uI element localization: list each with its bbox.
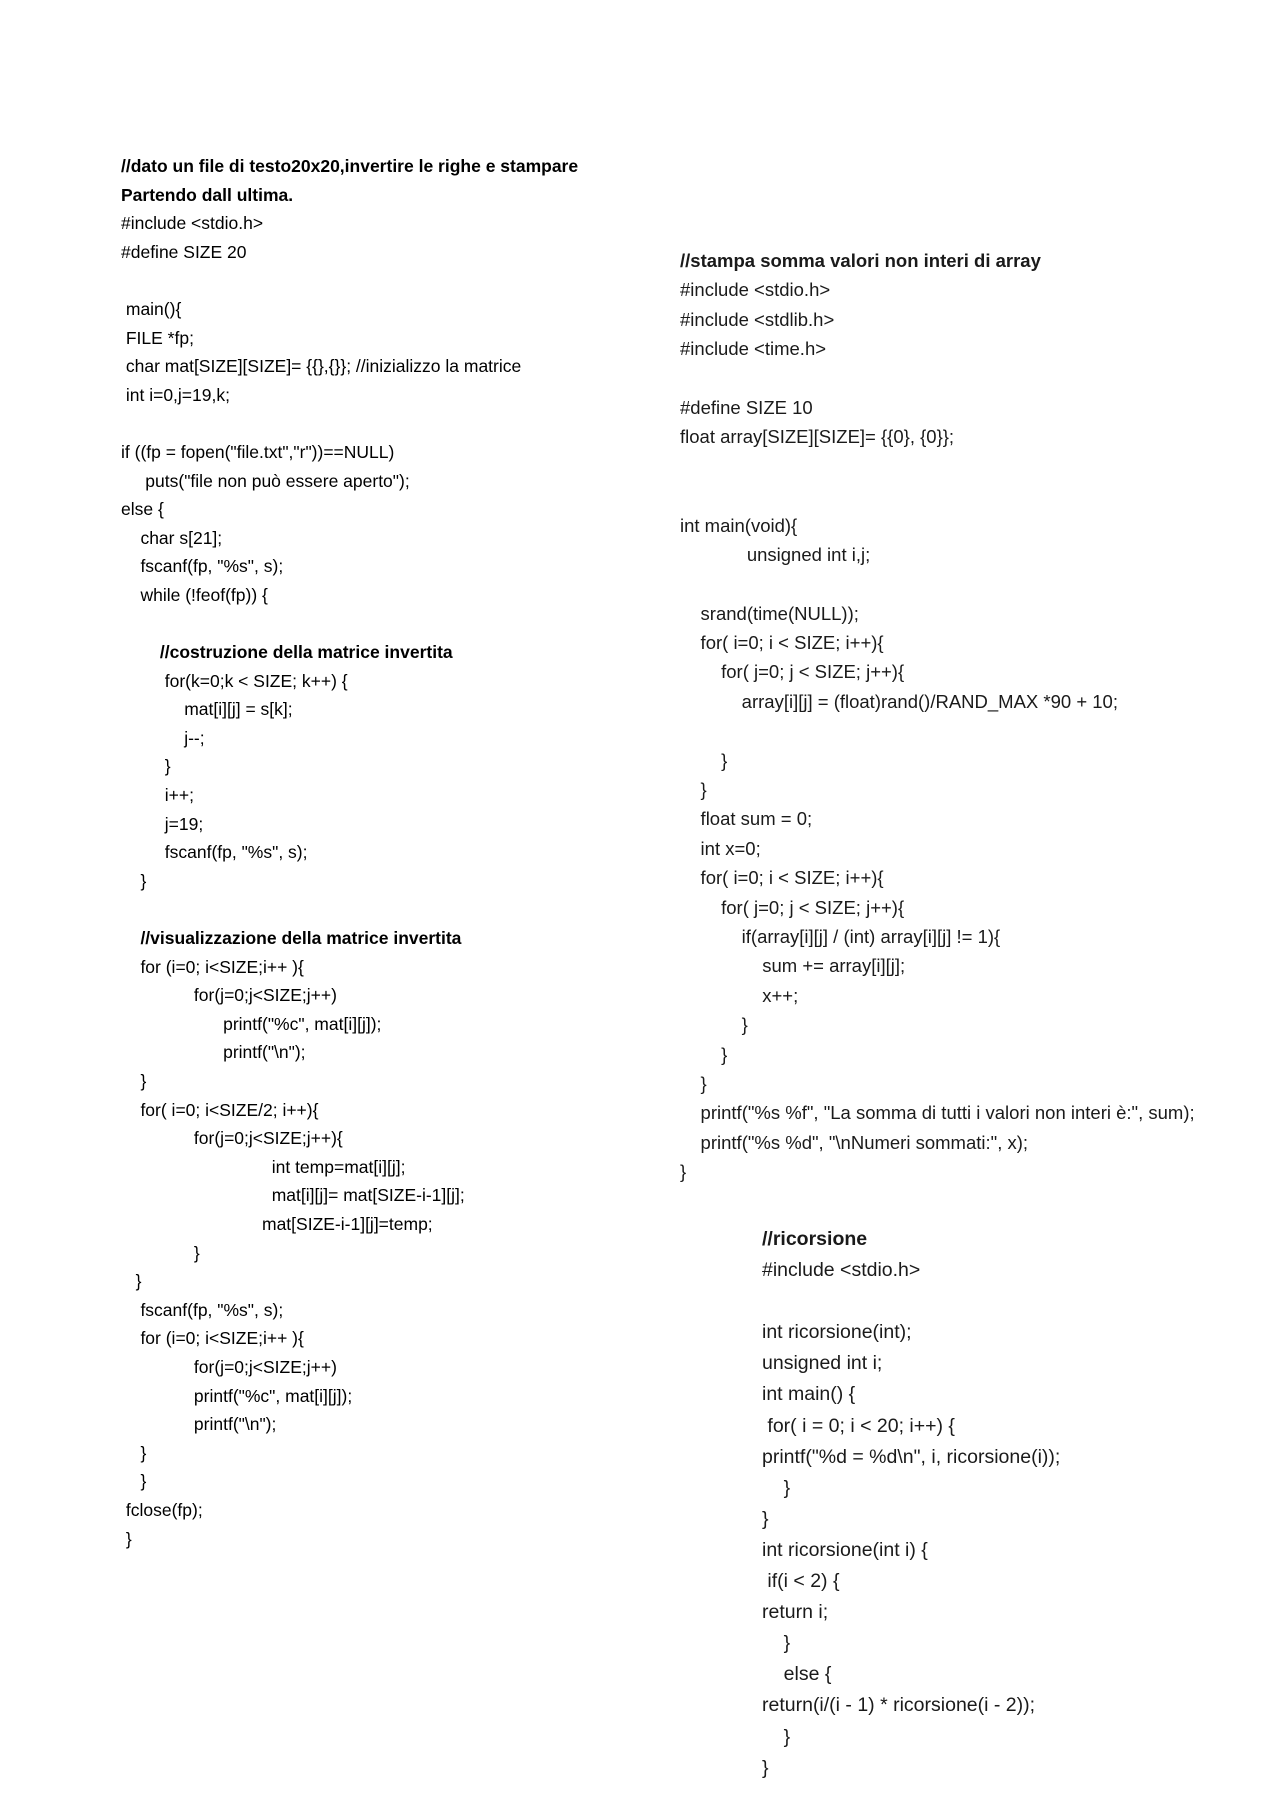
code-line: }	[680, 779, 707, 801]
code-line: srand(time(NULL));	[680, 602, 859, 624]
code-line: }	[121, 756, 171, 777]
code-line: for(j=0;j<SIZE;j++){	[121, 1128, 343, 1149]
code-line: }	[762, 1632, 791, 1655]
code-line: }	[762, 1476, 791, 1499]
code-line-blank	[680, 364, 1280, 393]
code-line: }	[121, 870, 147, 891]
code-line: mat[i][j] = s[k];	[121, 699, 293, 720]
code-line: unsigned int i;	[762, 1352, 883, 1375]
code-line: }	[762, 1756, 769, 1779]
code-line: return(i/(i - 1) * ricorsione(i - 2));	[762, 1694, 1036, 1717]
code-line: #define SIZE 20	[121, 241, 247, 262]
code-line: int i=0,j=19,k;	[121, 384, 230, 405]
code-line: mat[i][j]= mat[SIZE-i-1][j];	[121, 1185, 465, 1206]
code-line: puts("file non può essere aperto");	[121, 470, 410, 491]
code-line: }	[680, 1043, 728, 1065]
code-line: printf("%d = %d\n", i, ricorsione(i));	[762, 1445, 1061, 1468]
code-line: }	[121, 1242, 200, 1263]
code-line-blank	[121, 895, 661, 924]
code-line: for(k=0;k < SIZE; k++) {	[121, 670, 348, 691]
code-line: #define SIZE 10	[680, 396, 813, 418]
code-line-comment: //dato un file di testo20x20,invertire le righe e stampare	[121, 156, 579, 176]
code-line: int ricorsione(int);	[762, 1321, 912, 1344]
code-line-blank	[121, 266, 661, 295]
code-block-invert-rows	[121, 152, 661, 1553]
code-line: else {	[762, 1663, 832, 1686]
code-line: for( i=0; i < SIZE; i++){	[680, 632, 884, 654]
code-line: float array[SIZE][SIZE]= {{0}, {0}};	[680, 426, 955, 448]
code-line: for( i=0; i<SIZE/2; i++){	[121, 1099, 319, 1120]
code-line: }	[121, 1528, 132, 1549]
code-line: float sum = 0;	[680, 808, 813, 830]
code-line-comment: //ricorsione	[762, 1228, 868, 1250]
code-line: }	[121, 1471, 147, 1492]
code-line: #include <stdio.h>	[762, 1259, 921, 1282]
code-line: for( i = 0; i < 20; i++) {	[762, 1414, 955, 1437]
code-line: fscanf(fp, "%s", s);	[121, 842, 308, 863]
code-line: FILE *fp;	[121, 327, 194, 348]
code-line: }	[121, 1071, 147, 1091]
code-line: printf("\n");	[121, 1414, 277, 1435]
code-line: printf("\n");	[121, 1042, 306, 1063]
code-line: if(array[i][j] / (int) array[i][j] != 1){	[680, 925, 1001, 947]
code-line: int main(void){	[680, 514, 798, 536]
code-block-recursion	[762, 1224, 1262, 1784]
code-line: for (i=0; i<SIZE;i++ ){	[121, 1328, 304, 1349]
code-line-comment: Partendo dall ultima.	[121, 184, 294, 205]
code-line: for(j=0;j<SIZE;j++)	[121, 985, 337, 1006]
code-line: }	[762, 1507, 769, 1530]
code-line: char s[21];	[121, 527, 223, 548]
code-line: printf("%c", mat[i][j]);	[121, 1385, 353, 1406]
code-line: #include <stdio.h>	[680, 279, 831, 301]
code-line: fscanf(fp, "%s", s);	[121, 1299, 284, 1320]
code-line: unsigned int i,j;	[680, 543, 871, 565]
code-line: j=19;	[121, 813, 204, 834]
code-line-blank	[680, 569, 1280, 598]
code-line: }	[680, 1072, 707, 1094]
code-line: for( i=0; i < SIZE; i++){	[680, 867, 884, 889]
code-line-blank	[680, 452, 1280, 481]
code-line: while (!feof(fp)) {	[121, 584, 268, 605]
code-line: printf("%c", mat[i][j]);	[121, 1013, 382, 1034]
code-line: printf("%s %f", "La somma di tutti i valori non interi è:", sum);	[680, 1102, 1195, 1124]
code-line: j--;	[121, 727, 205, 748]
code-line: printf("%s %d", "\nNumeri sommati:", x);	[680, 1131, 1029, 1153]
code-line: }	[762, 1725, 791, 1748]
code-line: #include <stdlib.h>	[680, 308, 835, 330]
code-line: int x=0;	[680, 837, 761, 859]
code-line: #include <time.h>	[680, 338, 827, 360]
code-line: fclose(fp);	[121, 1499, 203, 1520]
code-line: #include <stdio.h>	[121, 213, 264, 234]
code-line: array[i][j] = (float)rand()/RAND_MAX *90 + 10;	[680, 690, 1118, 712]
code-line-comment: //visualizzazione della matrice invertita	[121, 928, 462, 949]
code-line-blank	[121, 409, 661, 438]
code-line: return i;	[762, 1601, 829, 1624]
code-line: }	[121, 1442, 147, 1463]
code-line: mat[SIZE-i-1][j]=temp;	[121, 1213, 433, 1234]
code-line-blank	[762, 1286, 1262, 1317]
code-line: }	[680, 1014, 748, 1036]
code-line: int temp=mat[i][j];	[121, 1156, 406, 1177]
code-line-comment: //stampa somma valori non interi di array	[680, 250, 1041, 271]
code-line: int main() {	[762, 1383, 856, 1406]
code-line: for(j=0;j<SIZE;j++)	[121, 1356, 337, 1377]
code-line: int ricorsione(int i) {	[762, 1538, 928, 1561]
code-line: }	[680, 749, 728, 771]
code-line-comment: //costruzione della matrice invertita	[121, 642, 453, 663]
code-line-blank	[121, 610, 661, 639]
code-line: main(){	[121, 298, 182, 319]
code-line: }	[680, 1161, 687, 1183]
code-line: if(i < 2) {	[762, 1570, 840, 1593]
code-line: if ((fp = fopen("file.txt","r"))==NULL)	[121, 441, 395, 462]
code-line: fscanf(fp, "%s", s);	[121, 556, 284, 577]
code-line: }	[121, 1271, 142, 1292]
code-line: char mat[SIZE][SIZE]= {{},{}}; //inizializzo la matrice	[121, 356, 522, 377]
code-line: for( j=0; j < SIZE; j++){	[680, 661, 905, 683]
code-line: sum += array[i][j];	[680, 955, 906, 977]
code-line-blank	[680, 481, 1280, 510]
code-block-sum-non-integers	[680, 246, 1280, 1187]
code-line: for (i=0; i<SIZE;i++ ){	[121, 956, 304, 977]
code-line-blank	[680, 716, 1280, 745]
code-line: for( j=0; j < SIZE; j++){	[680, 896, 905, 918]
code-line: x++;	[680, 984, 799, 1006]
code-line: i++;	[121, 785, 194, 806]
code-line: else {	[121, 499, 164, 520]
